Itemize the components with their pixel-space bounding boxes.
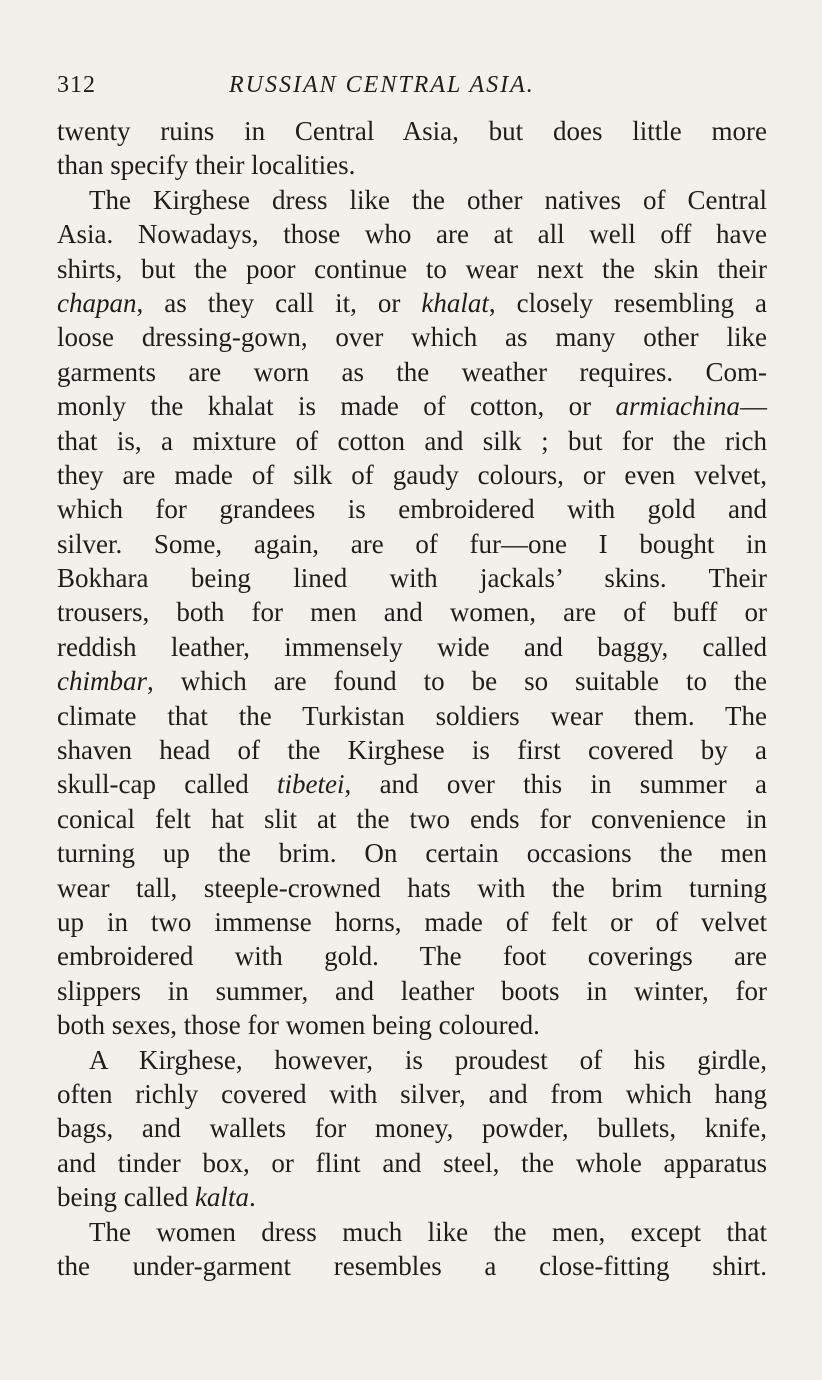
text-line: bags, and wallets for money, powder, bullets, knife, xyxy=(57,1113,767,1144)
page-number: 312 xyxy=(57,72,96,98)
text-line xyxy=(57,767,767,801)
text-span: skull-cap called xyxy=(57,769,278,800)
text-line: up in two immense horns, made of felt or of velvet xyxy=(57,906,767,937)
italic-term: armiachina xyxy=(615,391,740,422)
text-span: — xyxy=(740,391,767,422)
page-header xyxy=(57,68,767,108)
text-line: slippers in summer, and leather boots in winter, for xyxy=(57,975,767,1006)
text-line xyxy=(57,1180,767,1214)
text-line: silver. Some, again, are of fur—one I bought in xyxy=(57,528,767,559)
text-line: the under-garment resembles a close-fitting shirt. xyxy=(57,1250,767,1281)
text-line: trousers, both for men and women, are of buff or xyxy=(57,597,767,628)
text-line: shaven head of the Kirghese is first covered by a xyxy=(57,735,767,766)
text-line: often richly covered with silver, and from which hang xyxy=(57,1078,767,1109)
text-line xyxy=(57,389,767,423)
text-span: . xyxy=(248,1182,256,1213)
italic-term: chimbar xyxy=(57,666,147,697)
text-line: garments are worn as the weather requires. Com- xyxy=(57,356,767,387)
text-line: both sexes, those for women being coloured. xyxy=(57,1010,540,1041)
italic-term: kalta xyxy=(194,1182,249,1213)
text-line xyxy=(57,286,767,320)
text-line: loose dressing-gown, over which as many other like xyxy=(57,322,767,353)
text-span: , as they call it, or xyxy=(136,287,422,318)
paragraph-start-line: The women dress much like the men, except that xyxy=(89,1216,767,1247)
text-line: twenty ruins in Central Asia, but does little more xyxy=(57,116,767,146)
body-text xyxy=(57,114,767,1283)
italic-term: tibetei xyxy=(277,769,345,800)
text-line: than specify their localities. xyxy=(57,150,356,181)
text-line: they are made of silk of gaudy colours, or even velvet, xyxy=(57,459,767,490)
italic-term: khalat xyxy=(421,287,489,318)
running-head: RUSSIAN CENTRAL ASIA. xyxy=(229,72,535,98)
text-span: monly the khalat is made of cotton, or xyxy=(57,391,616,422)
text-line: Asia. Nowadays, those who are at all well off have xyxy=(57,219,767,250)
text-line: Bokhara being lined with jackals’ skins. Their xyxy=(57,563,767,594)
text-line: conical felt hat slit at the two ends for convenience in xyxy=(57,803,767,834)
text-line: which for grandees is embroidered with gold and xyxy=(57,494,767,525)
text-line: and tinder box, or flint and steel, the whole apparatus xyxy=(57,1147,767,1178)
text-span: , closely resembling a xyxy=(488,287,767,318)
italic-term: chapan xyxy=(57,287,137,318)
text-line: embroidered with gold. The foot coverings are xyxy=(57,941,767,972)
text-line: wear tall, steeple-crowned hats with the brim turning xyxy=(57,872,767,903)
text-line: turning up the brim. On certain occasions the men xyxy=(57,838,767,869)
paragraph-start-line: The Kirghese dress like the other natives of Central xyxy=(89,184,767,215)
text-span: being called xyxy=(57,1182,195,1213)
text-span: , and over this in summer a xyxy=(344,769,767,800)
paragraph-start-line: A Kirghese, however, is proudest of his girdle, xyxy=(89,1044,767,1075)
text-line: climate that the Turkistan soldiers wear them. The xyxy=(57,700,767,731)
text-line: shirts, but the poor continue to wear next the skin their xyxy=(57,253,767,284)
text-span: , which are found to be so suitable to the xyxy=(147,666,767,697)
text-line: reddish leather, immensely wide and baggy, called xyxy=(57,631,767,662)
text-line: that is, a mixture of cotton and silk ; but for the rich xyxy=(57,425,767,456)
text-line xyxy=(57,664,767,698)
